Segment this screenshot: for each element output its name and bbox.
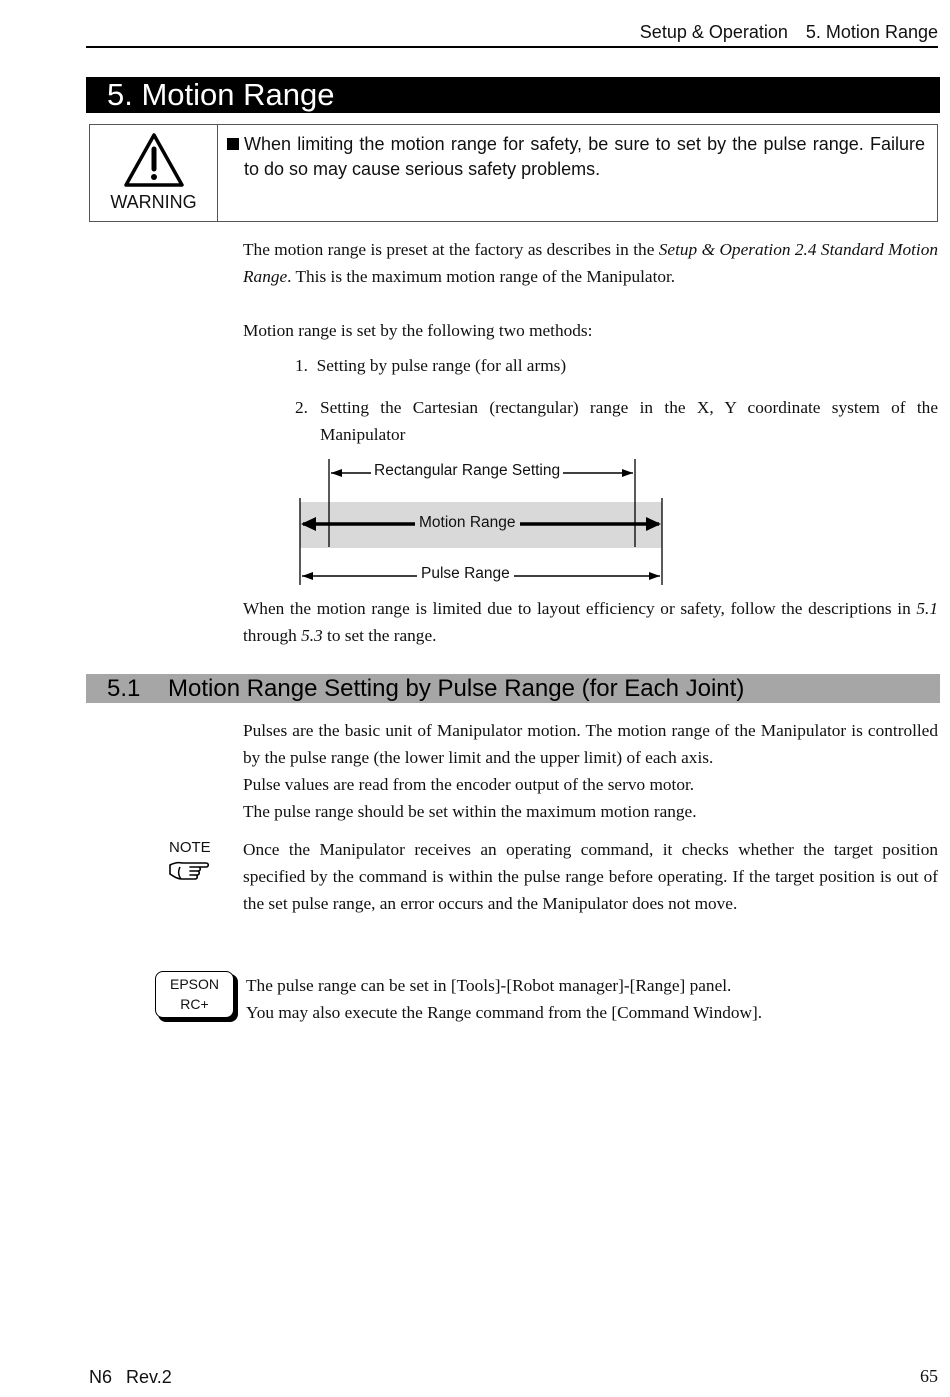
section-title: 5. Motion Range (86, 77, 940, 113)
motion-range-label: Motion Range (415, 514, 520, 532)
warning-text: When limiting the motion range for safety, be sure to set by the pulse range. Failure to do so may cause serious safety problems. (244, 134, 925, 179)
limited-text-3: to set the range. (322, 626, 437, 645)
footer-model-name: N6 (89, 1367, 113, 1387)
limited-paragraph (243, 595, 938, 649)
intro-text-2: . This is the maximum motion range of the Manipulator. (287, 267, 676, 286)
pulses-paragraph (243, 717, 938, 825)
subsection-title (86, 674, 940, 703)
motion-range-diagram (295, 455, 667, 590)
arrowhead (331, 469, 342, 477)
epson-rc-badge (155, 971, 237, 1021)
method-number: 1. (295, 356, 308, 375)
note-label: NOTE (169, 839, 211, 856)
footer-revision: Rev.2 (126, 1367, 172, 1387)
method-text: Setting by pulse range (for all arms) (316, 356, 567, 375)
pulses-line-2: Pulse values are read from the encoder output of the servo motor. (243, 775, 695, 794)
limited-text-1: When the motion range is limited due to layout efficiency or safety, follow the descriptions in (243, 599, 917, 618)
warning-triangle-icon (123, 132, 185, 188)
arrowhead (622, 469, 633, 477)
header-section: Setup & Operation (639, 22, 788, 42)
subsection-heading: Motion Range Setting by Pulse Range (for Each Joint) (168, 675, 745, 702)
page-number: 65 (920, 1366, 938, 1386)
pointing-hand-icon (168, 859, 212, 885)
limited-reference-2: 5.3 (301, 626, 323, 645)
note-paragraph: Once the Manipulator receives an operating command, it checks whether the target position specified by the command is within the pulse range before operating. If the target position is out of the set pulse range, an error occurs and the Manipulator does not move. (243, 840, 938, 913)
method-item-2 (295, 394, 938, 448)
warning-box (89, 124, 938, 222)
method-text: Setting the Cartesian (rectangular) range in the X, Y coordinate system of the Manipulator (320, 398, 938, 444)
header-chapter: 5. Motion Range (805, 22, 938, 42)
warning-bullet (227, 138, 239, 150)
pulses-line-1: Pulses are the basic unit of Manipulator motion. The motion range of the Manipulator is controlled by the pulse range (the lower limit and the upper limit) of each axis. (243, 721, 938, 767)
badge-line-1: EPSON (169, 976, 219, 992)
epson-line-1: The pulse range can be set in [Tools]-[Robot manager]-[Range] panel. (246, 976, 732, 995)
warning-divider (217, 125, 218, 221)
intro-text-1: The motion range is preset at the factory as describes in the (243, 240, 659, 259)
warning-label: WARNING (110, 192, 197, 212)
header-rule (86, 46, 938, 48)
arrowhead (302, 572, 313, 580)
limited-reference-1: 5.1 (916, 599, 938, 618)
intro-paragraph (243, 236, 938, 290)
footer-model (89, 1367, 172, 1388)
rect-range-label: Rectangular Range Setting (371, 462, 563, 480)
badge-face (155, 971, 234, 1018)
epson-line-2: You may also execute the Range command from the [Command Window]. (246, 1003, 763, 1022)
methods-lead: Motion range is set by the following two methods: (243, 321, 593, 340)
pulses-line-3: The pulse range should be set within the maximum motion range. (243, 802, 697, 821)
intro-reference: Setup & Operation 2.4 Standard Motion Range (243, 240, 938, 286)
badge-line-2: RC+ (180, 996, 209, 1012)
limited-text-2: through (243, 626, 302, 645)
pulse-range-label: Pulse Range (417, 565, 514, 583)
arrowhead (649, 572, 660, 580)
epson-paragraph (246, 972, 938, 1026)
subsection-number: 5.1 (107, 675, 141, 702)
method-number: 2. (295, 398, 308, 417)
running-header (600, 22, 938, 43)
method-item-1 (295, 356, 566, 376)
